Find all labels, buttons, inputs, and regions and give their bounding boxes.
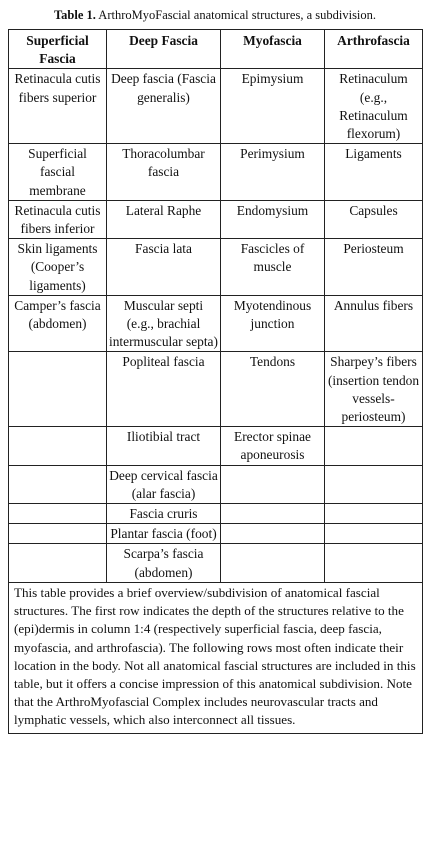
header-deep-fascia: Deep Fascia [107, 30, 221, 69]
table-caption [0, 7, 430, 23]
table-cell: Deep cervical fascia (alar fascia) [107, 465, 221, 503]
table-footnote: This table provides a brief overview/subdivision of anatomical fascial structures. The first row indicates the depth of the structures relative to the (epi)dermis in column 1:4 (respectively superficial fascia, deep fascia, myofascia, and arthrofascia). The following rows most often indicate their location in the body. Not all anatomical fascial structures are included in this table, but it offers a concise impression of this anatomical subdivision. Note that the ArthroMyofascial Complex includes neurovascular tracts and lymphatic vessels, which also interconnect all tissues. [9, 582, 423, 733]
table-cell: Deep fascia (Fascia generalis) [107, 69, 221, 144]
table-cell: Myotendinous junction [221, 295, 325, 352]
table-row [9, 524, 423, 544]
table-cell [221, 524, 325, 544]
table-cell [325, 504, 423, 524]
fascia-table [8, 29, 423, 734]
table-cell: Skin ligaments (Cooper’s ligaments) [9, 239, 107, 296]
table-cell: Epimysium [221, 69, 325, 144]
table-cell [9, 352, 107, 427]
table-cell: Fascia cruris [107, 504, 221, 524]
table-row [9, 544, 423, 582]
table-cell [325, 544, 423, 582]
table-row [9, 239, 423, 296]
table-cell [9, 504, 107, 524]
footnote-row [9, 582, 423, 733]
header-row [9, 30, 423, 69]
table-cell: Superficial fascial membrane [9, 144, 107, 201]
table-cell [221, 504, 325, 524]
table-row [9, 144, 423, 201]
header-superficial-fascia: Superficial Fascia [9, 30, 107, 69]
table-caption-text: ArthroMyoFascial anatomical structures, a subdivision. [95, 8, 377, 22]
header-myofascia: Myofascia [221, 30, 325, 69]
table-row [9, 200, 423, 238]
table-cell: Periosteum [325, 239, 423, 296]
table-header [9, 30, 423, 69]
table-cell: Retinacula cutis fibers inferior [9, 200, 107, 238]
table-cell [221, 544, 325, 582]
table-cell [221, 465, 325, 503]
table-cell: Scarpa’s fascia (abdomen) [107, 544, 221, 582]
table-cell [325, 465, 423, 503]
table-row [9, 427, 423, 465]
table-row [9, 504, 423, 524]
table-row [9, 352, 423, 427]
table-caption-label: Table 1. [53, 8, 96, 22]
table-cell: Ligaments [325, 144, 423, 201]
table-cell: Popliteal fascia [107, 352, 221, 427]
table-body [9, 69, 423, 733]
table-container [8, 29, 422, 734]
table-cell [325, 524, 423, 544]
table-cell: Fascia lata [107, 239, 221, 296]
table-row [9, 69, 423, 144]
table-cell: Sharpey’s fibers (insertion tendon vessels-periosteum) [325, 352, 423, 427]
table-cell [325, 427, 423, 465]
table-cell: Camper’s fascia (abdomen) [9, 295, 107, 352]
table-cell: Lateral Raphe [107, 200, 221, 238]
table-cell [9, 465, 107, 503]
table-cell: Capsules [325, 200, 423, 238]
table-row [9, 295, 423, 352]
header-arthrofascia: Arthrofascia [325, 30, 423, 69]
table-cell: Fascicles of muscle [221, 239, 325, 296]
table-cell: Muscular septi (e.g., brachial intermuscular septa) [107, 295, 221, 352]
table-cell: Retinacula cutis fibers superior [9, 69, 107, 144]
table-cell [9, 427, 107, 465]
table-row [9, 465, 423, 503]
table-cell [9, 524, 107, 544]
table-cell: Retinaculum (e.g., Retinaculum flexorum) [325, 69, 423, 144]
table-cell: Endomysium [221, 200, 325, 238]
table-cell: Tendons [221, 352, 325, 427]
table-cell: Thoracolumbar fascia [107, 144, 221, 201]
table-cell: Annulus fibers [325, 295, 423, 352]
table-cell: Perimysium [221, 144, 325, 201]
table-cell [9, 544, 107, 582]
table-cell: Iliotibial tract [107, 427, 221, 465]
table-cell: Erector spinae aponeurosis [221, 427, 325, 465]
table-cell: Plantar fascia (foot) [107, 524, 221, 544]
